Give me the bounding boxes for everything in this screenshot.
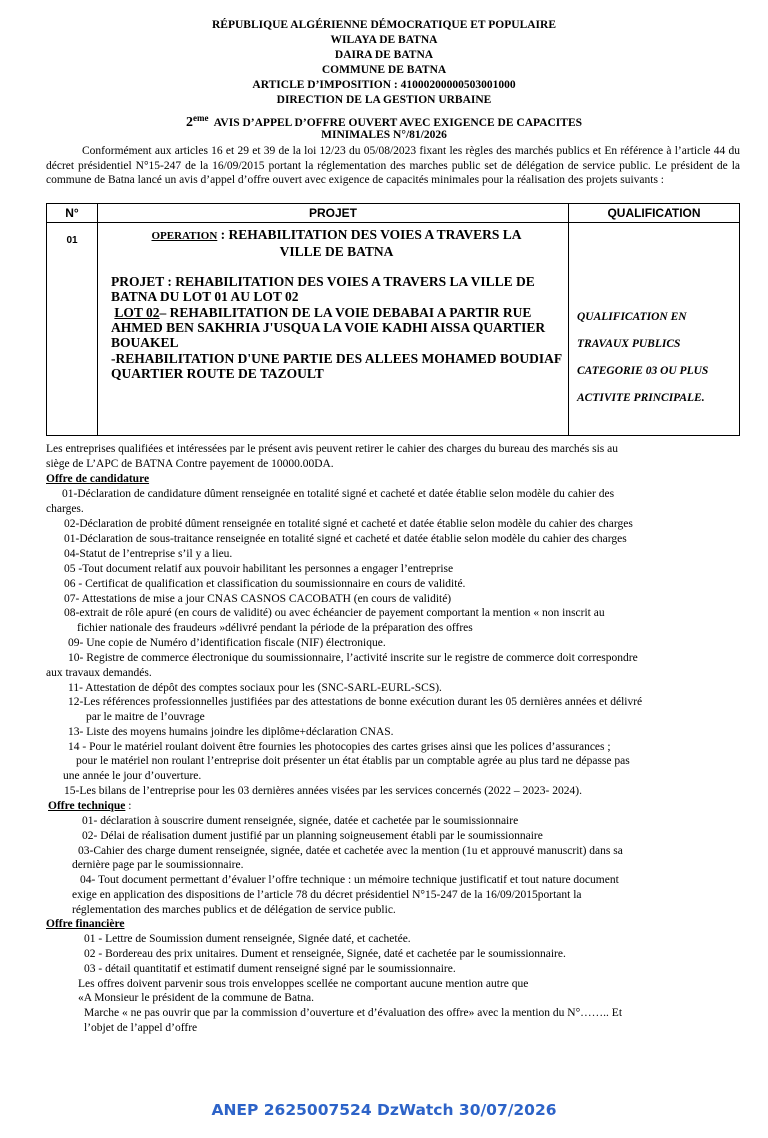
section-title-financiere: Offre financière (46, 918, 125, 930)
candidature-line: 01-Déclaration de sous-traitance renseignée en totalité signé et cacheté et datée établie selon modèle du cahier des charges (64, 533, 627, 545)
header-commune: COMMUNE DE BATNA (321, 64, 447, 76)
retrait-line-1: Les entreprises qualifiées et intéressées par le présent avis peuvent retirer le cahier des charges du bureau des marchés sis au (46, 443, 618, 455)
operation-text: : REHABILITATION DES VOIES A TRAVERS LA VILLE DE BATNA (220, 227, 522, 260)
table-header-row (47, 204, 740, 223)
candidature-line: 08-extrait de rôle apuré (en cours de validité) ou avec échéancier de payement comportant la mention « non inscrit au (64, 607, 605, 619)
candidature-line: 12-Les références professionnelles justifiées par des attestations de bonne exécution durant les 05 dernières années et délivré (68, 696, 643, 708)
candidature-line: pour le matériel non roulant l’entreprise doit présenter un état établis par un comptable agrée au plus tard ne dépasse pas (76, 755, 630, 767)
projet-text: PROJET : REHABILITATION DES VOIES A TRAVERS LA VILLE DE BATNA DU LOT 01 AU LOT 02 (111, 273, 535, 305)
anep-footer: ANEP 2625007524 DzWatch 30/07/2026 (211, 1101, 557, 1119)
technique-line: 03-Cahier des charge dument renseignée, signée, datée et cachetée avec la mention (1u et approuvé manuscrit) dans sa (78, 845, 623, 857)
financiere-line: 02 - Bordereau des prix unitaires. Dument et renseignée, Signée, daté et cachetée par le soumissionnaire. (84, 948, 566, 960)
technique-line: 02- Délai de réalisation dument justifié par un planning soigneusement établi par le soumissionnaire (82, 830, 543, 842)
col-header-qualification: QUALIFICATION (569, 204, 740, 223)
header-republic: RÉPUBLIQUE ALGÉRIENNE DÉMOCRATIQUE ET POPULAIRE (212, 19, 556, 31)
candidature-line: par le maitre de l’ouvrage (86, 711, 205, 723)
section-title-technique-colon: : (125, 800, 132, 812)
section-title-technique-row (48, 799, 131, 814)
title-line1: AVIS D’APPEL D’OFFRE OUVERT AVEC EXIGENCE DE CAPACITES (213, 117, 583, 129)
candidature-line: 13- Liste des moyens humains joindre les diplôme+déclaration CNAS. (68, 726, 394, 738)
financiere-line: 03 - détail quantitatif et estimatif dument renseigné signé par le soumissionnaire. (84, 963, 456, 975)
candidature-line: 11- Attestation de dépôt des comptes sociaux pour les (SNC-SARL-EURL-SCS). (68, 682, 442, 694)
technique-line: dernière page par le soumissionnaire. (72, 859, 244, 871)
candidature-line: 02-Déclaration de probité dûment renseignée en totalité signé et cacheté et datée établie selon modèle du cahier des charges (64, 518, 633, 530)
candidature-line: 09- Une copie de Numéro d’identification fiscale (NIF) électronique. (68, 637, 386, 649)
projects-table (46, 203, 740, 436)
candidature-line: 10- Registre de commerce électronique du soumissionnaire, l’activité inscrite sur le registre de commerce doit correspondre (68, 652, 638, 664)
retrait-line-2: siège de L’APC de BATNA Contre payement de 10000.00DA. (46, 458, 334, 470)
qualification-line-2: TRAVAUX PUBLICS (577, 338, 681, 350)
lot-text-2: -REHABILITATION D'UNE PARTIE DES ALLEES MOHAMED BOUDIAF QUARTIER ROUTE DE TAZOULT (111, 350, 562, 382)
lot-line (111, 305, 562, 351)
intro-paragraph: Conformément aux articles 16 et 29 et 39 de la loi 12/23 du 05/08/2023 fixant les règles des marchés publics et En référence à l’article 44 du décret présidentiel N°15-247 de la 16/09/2015 portant la réglementation des marches public set de délégation de service public. Le président de la commune de Batna lancé un avis d’appel d’offre ouvert avec exigence de capacités minimales pour la réalisation des projets suivants : (46, 145, 740, 187)
candidature-line: une année le jour d’ouverture. (63, 770, 202, 782)
financiere-line: Les offres doivent parvenir sous trois enveloppes scellée ne comportant aucune mention autre que (78, 978, 529, 990)
lot-label: LOT 02 (114, 304, 160, 320)
candidature-line: 07- Attestations de mise a jour CNAS CASNOS CACOBATH (en cours de validité) (64, 593, 452, 605)
qualification-line-3: CATEGORIE 03 OU PLUS (577, 365, 709, 377)
qualification-line-4: ACTIVITE PRINCIPALE. (577, 392, 705, 404)
technique-line: réglementation des marches publics et de délégation de service public. (72, 904, 396, 916)
candidature-line: 15-Les bilans de l’entreprise pour les 03 dernières années visées par les services concernés (2022 – 2023- 2024). (64, 785, 582, 797)
candidature-line: 14 - Pour le matériel roulant doivent être fournies les photocopies des cartes grises ainsi que les polices d’assurances ; (68, 741, 611, 753)
technique-line: 01- déclaration à souscrire dument renseignée, signée, datée et cachetée par le soumissionnaire (82, 815, 519, 827)
qualification-line-1: QUALIFICATION EN (577, 311, 687, 323)
header-direction: DIRECTION DE LA GESTION URBAINE (276, 94, 492, 106)
financiere-line: Marche « ne pas ouvrir que par la commission d’ouverture et d’évaluation des offre» avec la mention du N°…….. Et (84, 1007, 623, 1019)
qualification-cell (569, 223, 740, 436)
candidature-line: fichier nationale des fraudeurs »délivré pendant la période de la préparation des offres (77, 622, 473, 634)
col-header-projet: PROJET (98, 204, 569, 223)
col-header-no: N° (47, 204, 98, 223)
candidature-line: 01-Déclaration de candidature dûment renseignée en totalité signé et cacheté et datée établie selon modèle du cahier des (62, 488, 615, 500)
operation-label: OPERATION (151, 230, 218, 242)
candidature-line: 05 -Tout document relatif aux pouvoir habilitant les personnes a engager l’entreprise (64, 563, 454, 575)
financiere-line: 01 - Lettre de Soumission dument renseignée, Signée daté, et cachetée. (84, 933, 411, 945)
project-cell (98, 223, 569, 436)
candidature-line: 06 - Certificat de qualification et classification du soumissionnaire en cours de validité. (64, 578, 466, 590)
financiere-line: «A Monsieur le président de la commune de Batna. (78, 992, 315, 1004)
row-number: 01 (47, 223, 98, 436)
candidature-line: aux travaux demandés. (46, 667, 152, 679)
header-daira: DAIRA DE BATNA (334, 49, 434, 61)
title-line2: MINIMALES N°/81/2026 (321, 129, 447, 141)
financiere-line: l’objet de l’appel d’offre (84, 1022, 198, 1034)
header-article: ARTICLE D’IMPOSITION : 41000200000503001000 (252, 79, 516, 91)
technique-line: 04- Tout document permettant d’évaluer l’offre technique : un mémoire technique justificatif et tout nature document (80, 874, 619, 886)
header-wilaya: WILAYA DE BATNA (330, 34, 438, 46)
section-title-candidature: Offre de candidature (46, 473, 150, 485)
technique-line: exige en application des dispositions de l’article 78 du décret présidentiel N°15-247 de la 16/09/2015portant la (72, 889, 582, 901)
candidature-line: 04-Statut de l’entreprise s’il y a lieu. (64, 548, 233, 560)
title-number: 2 (185, 115, 193, 130)
lot-text: – REHABILITATION DE LA VOIE DEBABAI A PARTIR RUE AHMED BEN SAKHRIA J'USQUA LA VOIE KADHI AISSA QUARTIER BOUAKEL (111, 304, 546, 351)
operation-line (111, 227, 562, 260)
candidature-line: charges. (46, 503, 84, 515)
table-row (47, 223, 740, 436)
title-sup: eme (192, 113, 209, 123)
section-title-technique: Offre technique (48, 800, 126, 812)
